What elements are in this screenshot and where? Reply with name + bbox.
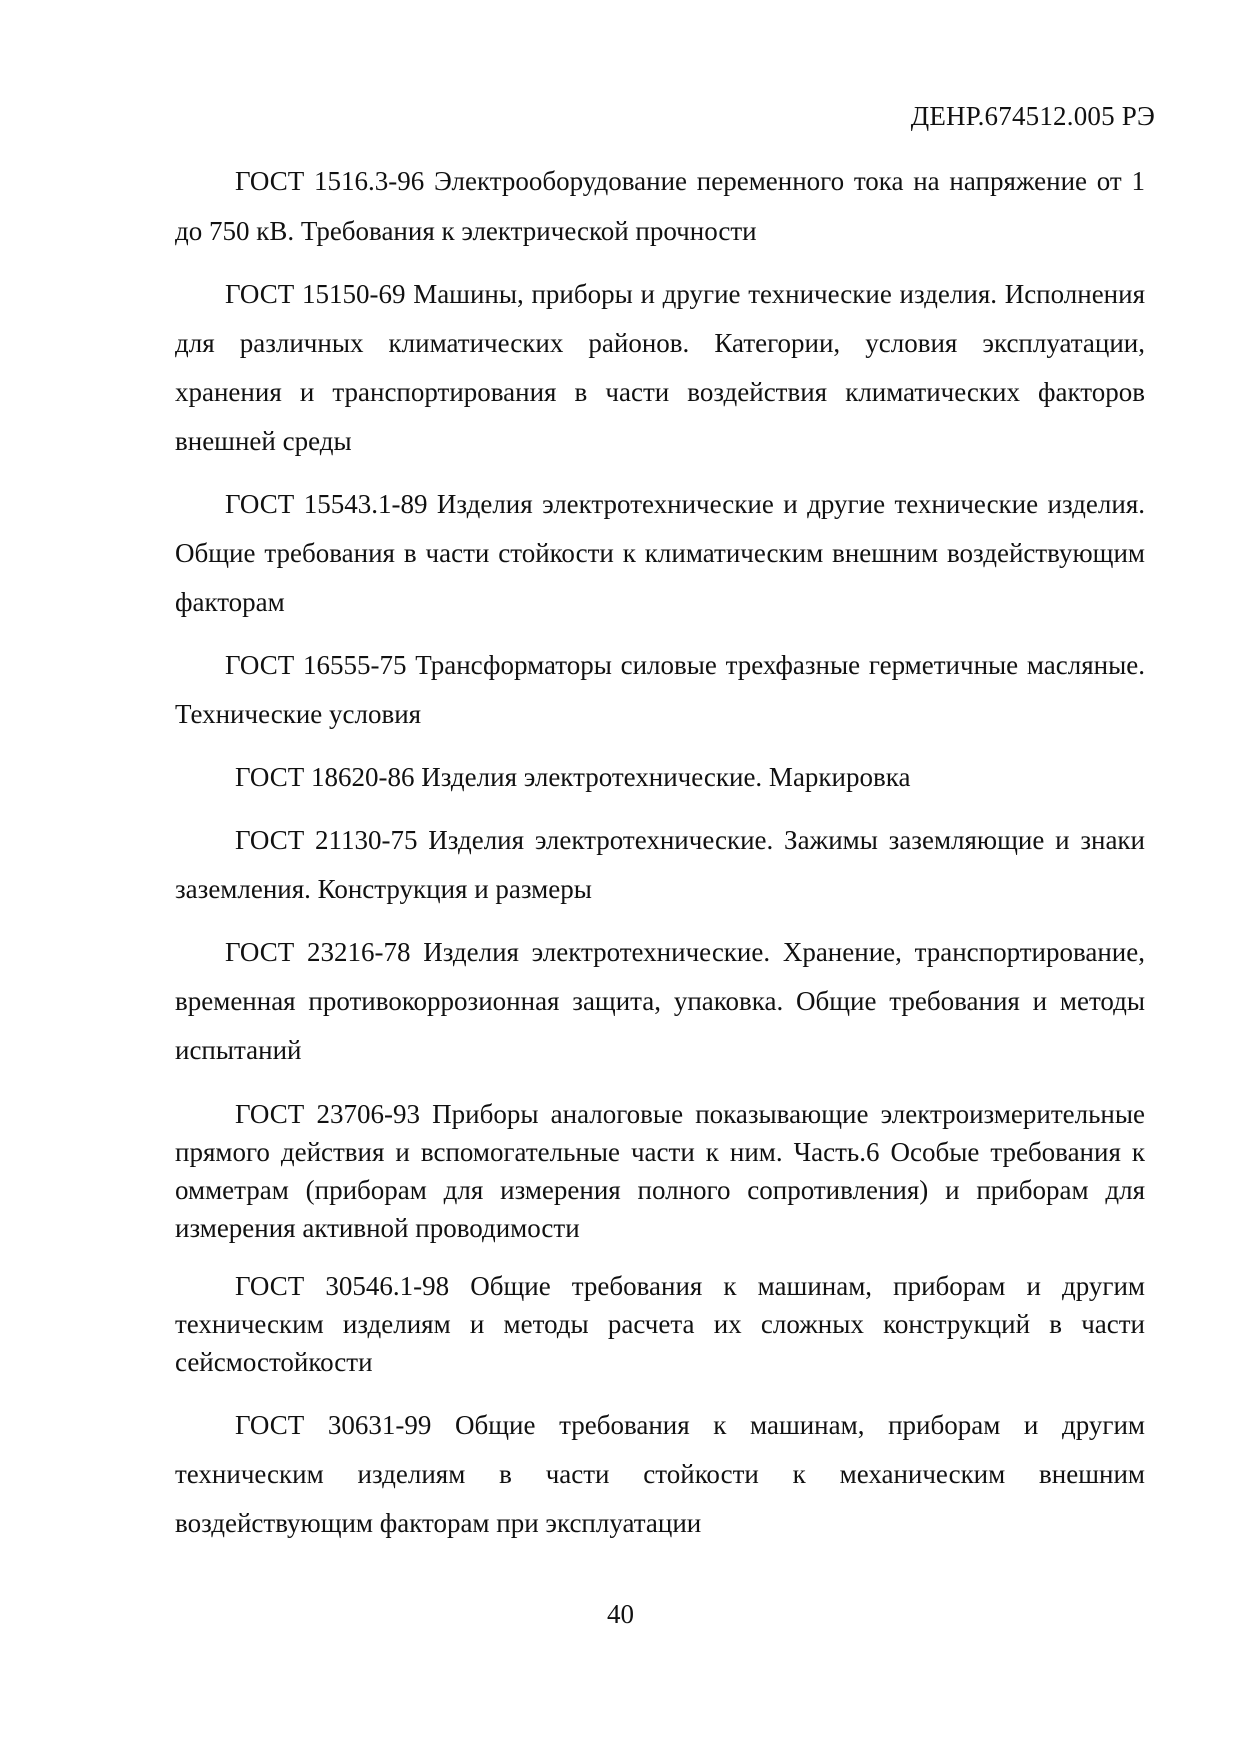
standard-entry: ГОСТ 16555-75 Трансформаторы силовые трехфазные герметичные масляные. Технические условия <box>175 650 1145 729</box>
standard-entry: ГОСТ 23706-93 Приборы аналоговые показывающие электроизмерительные прямого действия и вспомогательные части к ним. Часть.6 Особые требования к омметрам (приборам для измерения полного сопротивления) и приборам для измерения активной проводимости <box>175 1099 1145 1243</box>
page-number: 40 <box>607 1599 634 1629</box>
standard-entry: ГОСТ 23216-78 Изделия электротехнические. Хранение, транспортирование, временная противокоррозионная защита, упаковка. Общие требования и методы испытаний <box>175 937 1145 1065</box>
standard-entry: ГОСТ 18620-86 Изделия электротехнические. Маркировка <box>235 762 911 792</box>
document-code: ДЕНР.674512.005 РЭ <box>910 101 1155 131</box>
standard-entry: ГОСТ 21130-75 Изделия электротехнические. Зажимы заземляющие и знаки заземления. Конструкция и размеры <box>175 825 1145 904</box>
standard-entry: ГОСТ 15543.1-89 Изделия электротехнические и другие технические изделия. Общие требования в части стойкости к климатическим внешним воздействующим факторам <box>175 489 1145 617</box>
standard-entry: ГОСТ 15150-69 Машины, приборы и другие технические изделия. Исполнения для различных климатических районов. Категории, условия эксплуатации, хранения и транспортирования в части воздействия климатических факторов внешней среды <box>175 279 1145 456</box>
standards-list <box>175 156 1145 1548</box>
standard-entry: ГОСТ 30546.1-98 Общие требования к машинам, приборам и другим техническим изделиям и методы расчета их сложных конструкций в части сейсмостойкости <box>175 1271 1145 1377</box>
standard-entry: ГОСТ 1516.3-96 Электрооборудование переменного тока на напряжение от 1 до 750 кВ. Требования к электрической прочности <box>175 166 1145 246</box>
standard-entry: ГОСТ 30631-99 Общие требования к машинам, приборам и другим техническим изделиям в части стойкости к механическим внешним воздействующим факторам при эксплуатации <box>175 1410 1145 1538</box>
